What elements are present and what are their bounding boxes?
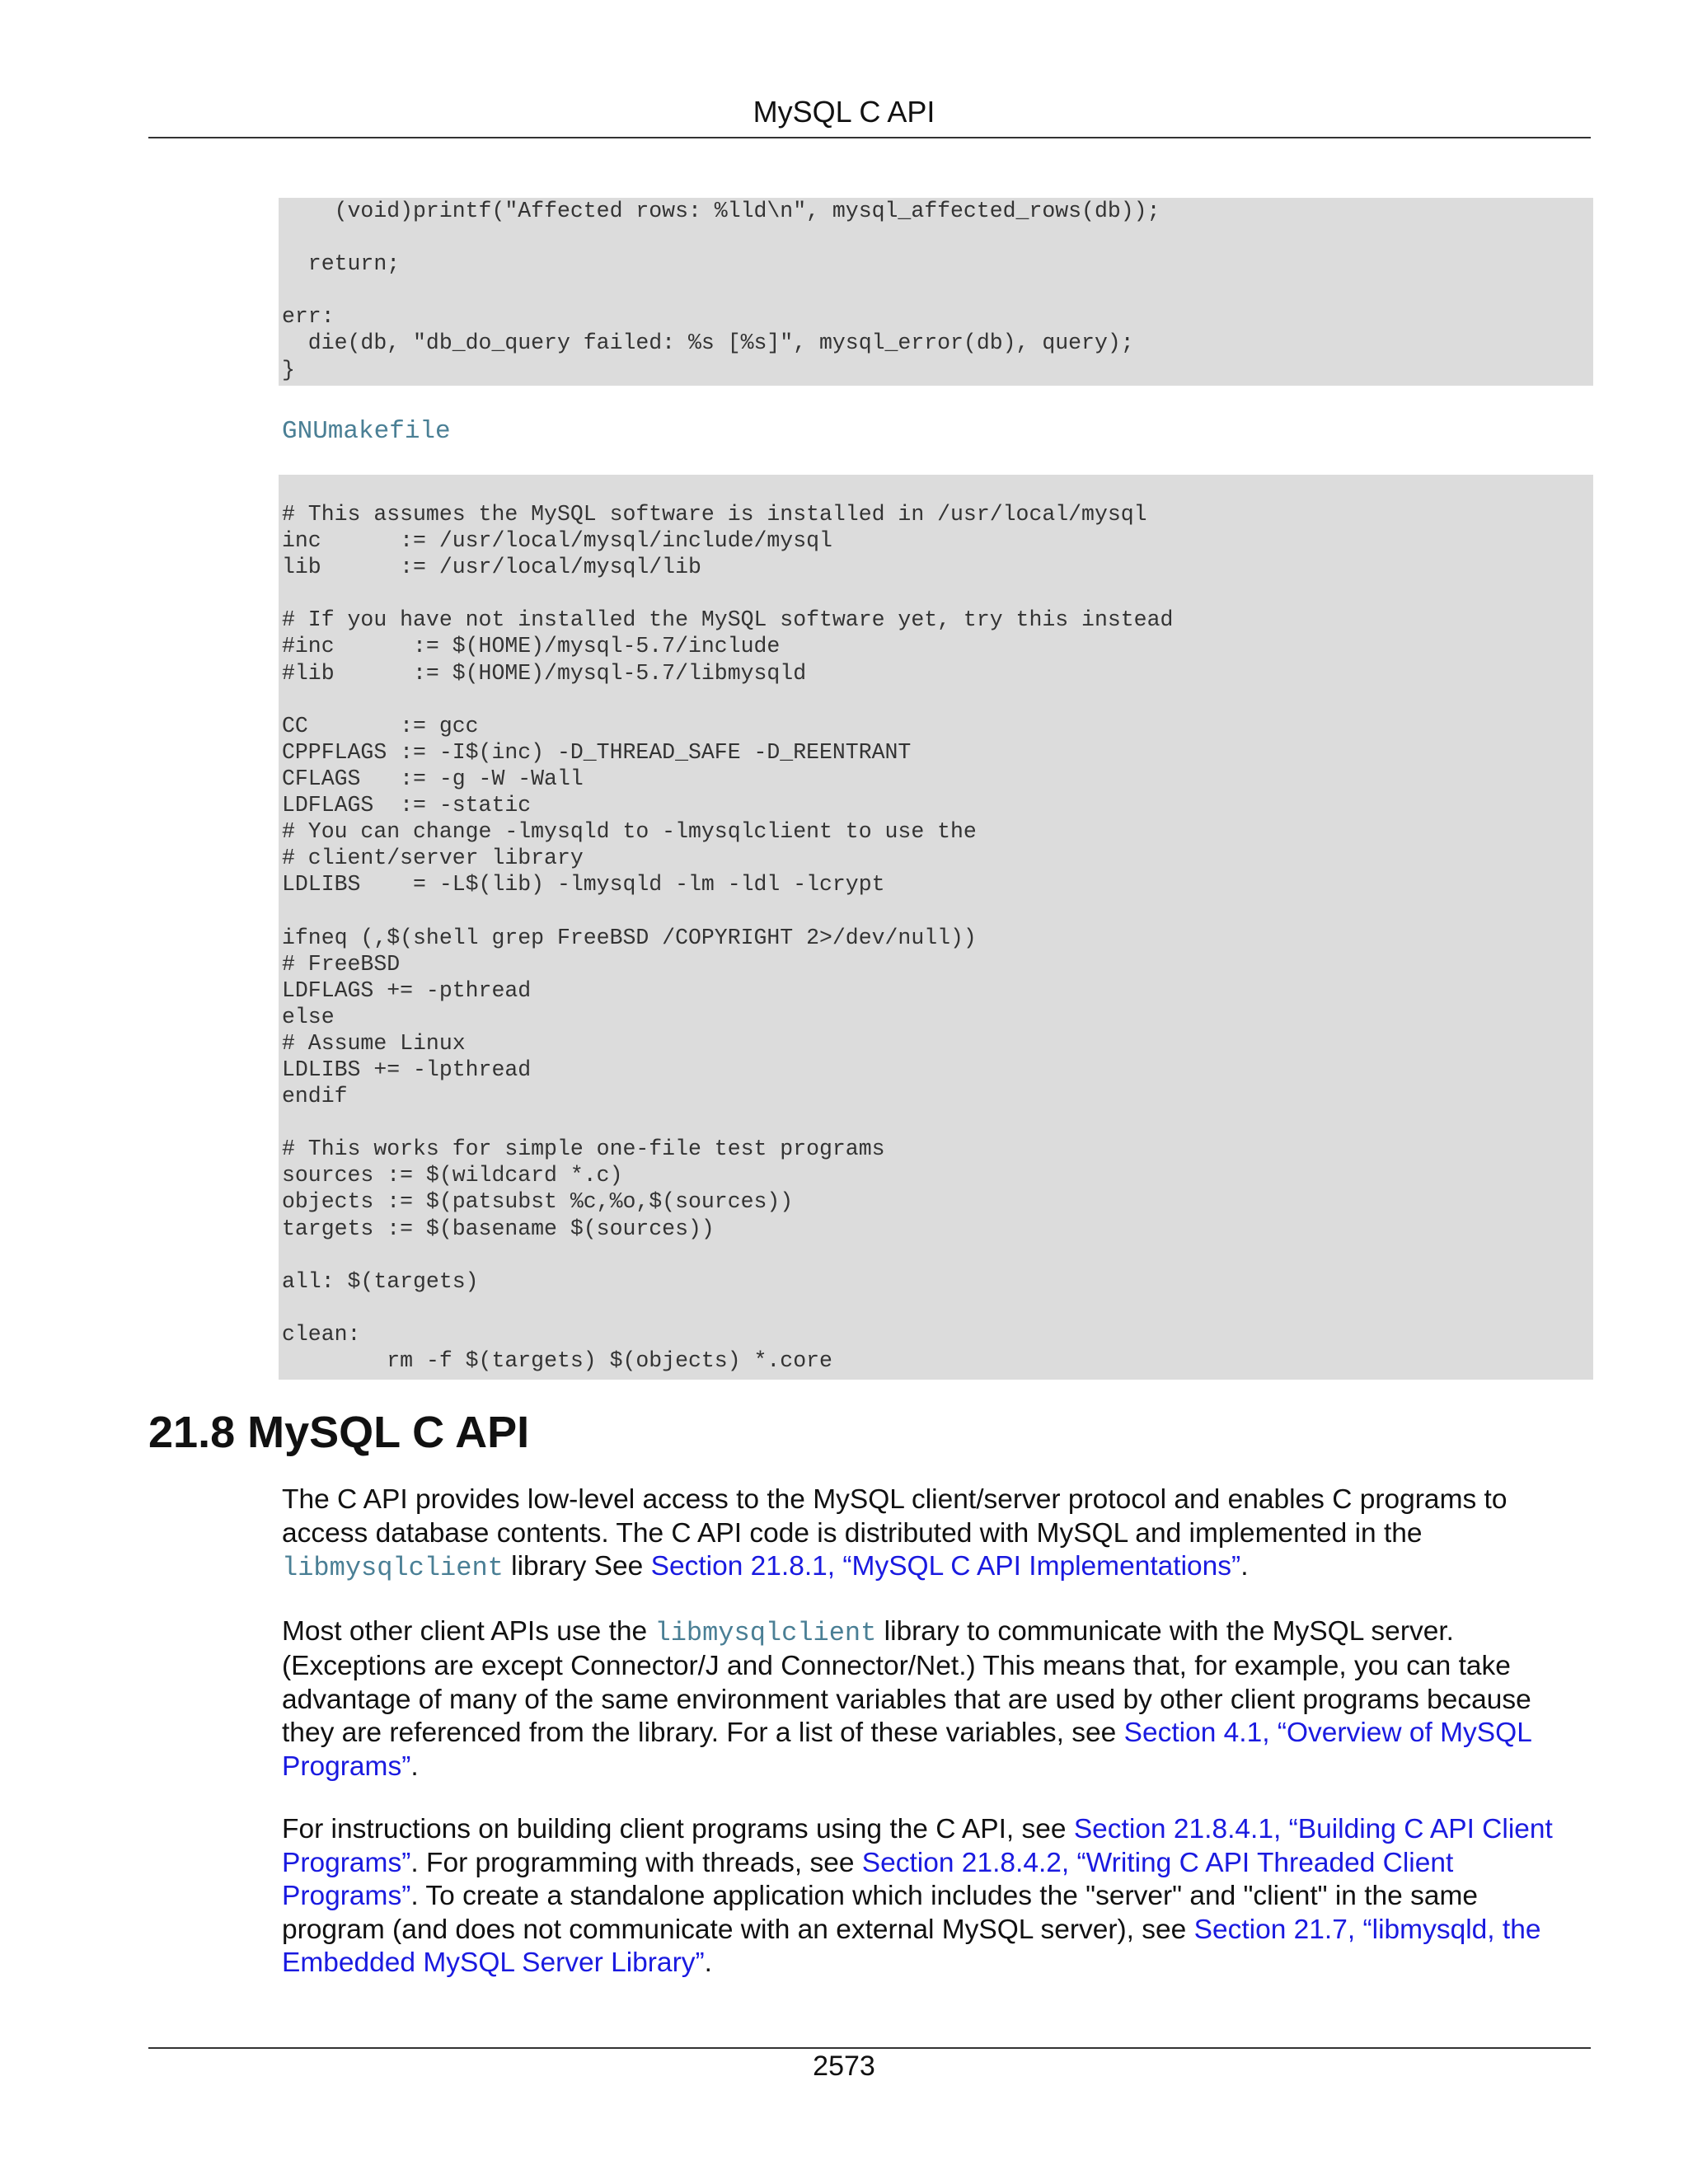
section-heading: 21.8 MySQL C API xyxy=(148,1408,530,1457)
link-section-21-8-4-2[interactable]: Section 21.8.4.2, “Writing C API Threaded Client Programs” xyxy=(282,1847,1454,1911)
paragraph-text: For instructions on building client programs using the C API, see xyxy=(282,1814,1074,1844)
paragraph-text: . To create a standalone application which includes the "server" and "client" in the same program (and does not communicate with an external MySQL server), see xyxy=(282,1881,1479,1945)
link-section-21-7[interactable]: Section 21.7, “libmysqld, the Embedded MySQL Server Library” xyxy=(282,1914,1541,1978)
paragraph-intro xyxy=(282,1483,1568,1586)
code-block-gnumakefile: # This assumes the MySQL software is installed in /usr/local/mysql inc := /usr/local/mysql/include/mysql lib := /usr/local/mysql/lib # If you have not installed the MySQL software yet, try this instead #inc := $(HOME)/mysql-5.7/include #lib := $(HOME)/mysql-5.7/libmysqld CC := gcc CPPFLAGS := -I$(inc) -D_THREAD_SAFE -D_REENTRANT CFLAGS := -g -W -Wall LDFLAGS := -static # You can change -lmysqld to -lmysqlclient to use the # client/server library LDLIBS = -L$(lib) -lmysqld -lm -ldl -lcrypt ifneq (,$(shell grep FreeBSD /COPYRIGHT 2>/dev/null)) # FreeBSD LDFLAGS += -pthread else # Assume Linux LDLIBS += -lpthread endif # This works for simple one-file test programs sources := $(wildcard *.c) objects := $(patsubst %c,%o,$(sources)) targets := $(basename $(sources)) all: $(targets) clean: rm -f $(targets) $(objects) *.core xyxy=(279,475,1593,1380)
paragraph-building xyxy=(282,1813,1568,1980)
header-rule xyxy=(148,137,1591,138)
paragraph-text: . For programming with threads, see xyxy=(410,1847,862,1878)
paragraph-text: library See xyxy=(503,1551,651,1582)
file-label-gnumakefile: GNUmakefile xyxy=(282,417,451,446)
paragraph-text: Most other client APIs use the xyxy=(282,1615,655,1647)
link-section-4-1[interactable]: Section 4.1, “Overview of MySQL Programs” xyxy=(282,1718,1531,1782)
code-reference-libmysqlclient: libmysqlclient xyxy=(654,1617,877,1648)
running-header-title: MySQL C API xyxy=(753,95,935,129)
page-number: 2573 xyxy=(813,2050,875,2082)
paragraph-text: . xyxy=(410,1750,419,1782)
code-block-c-snippet: (void)printf("Affected rows: %lld\n", mysql_affected_rows(db)); return; err: die(db, "db_do_query failed: %s [%s]", mysql_error(db), query); } xyxy=(279,198,1593,386)
section-body xyxy=(282,1483,1568,1980)
paragraph-text: . xyxy=(1240,1551,1249,1582)
code-reference-libmysqlclient: libmysqlclient xyxy=(282,1553,504,1583)
paragraph-text: . xyxy=(704,1947,712,1978)
link-section-21-8-4-1[interactable]: Section 21.8.4.1, “Building C API Client Programs” xyxy=(282,1814,1553,1878)
link-section-21-8-1[interactable]: Section 21.8.1, “MySQL C API Implementations” xyxy=(650,1551,1241,1582)
paragraph-text: library to communicate with the MySQL server. (Exceptions are except Connector/J and Connector/Net.) This means that, for example, you can take advantage of many of the same environment variables that are used by other client programs because they are referenced from the library. For a list of these variables, see xyxy=(282,1615,1531,1748)
paragraph-text: The C API provides low-level access to the MySQL client/server protocol and enables C programs to access database contents. The C API code is distributed with MySQL and implemented in the xyxy=(282,1484,1507,1549)
paragraph-client-apis xyxy=(282,1615,1568,1784)
